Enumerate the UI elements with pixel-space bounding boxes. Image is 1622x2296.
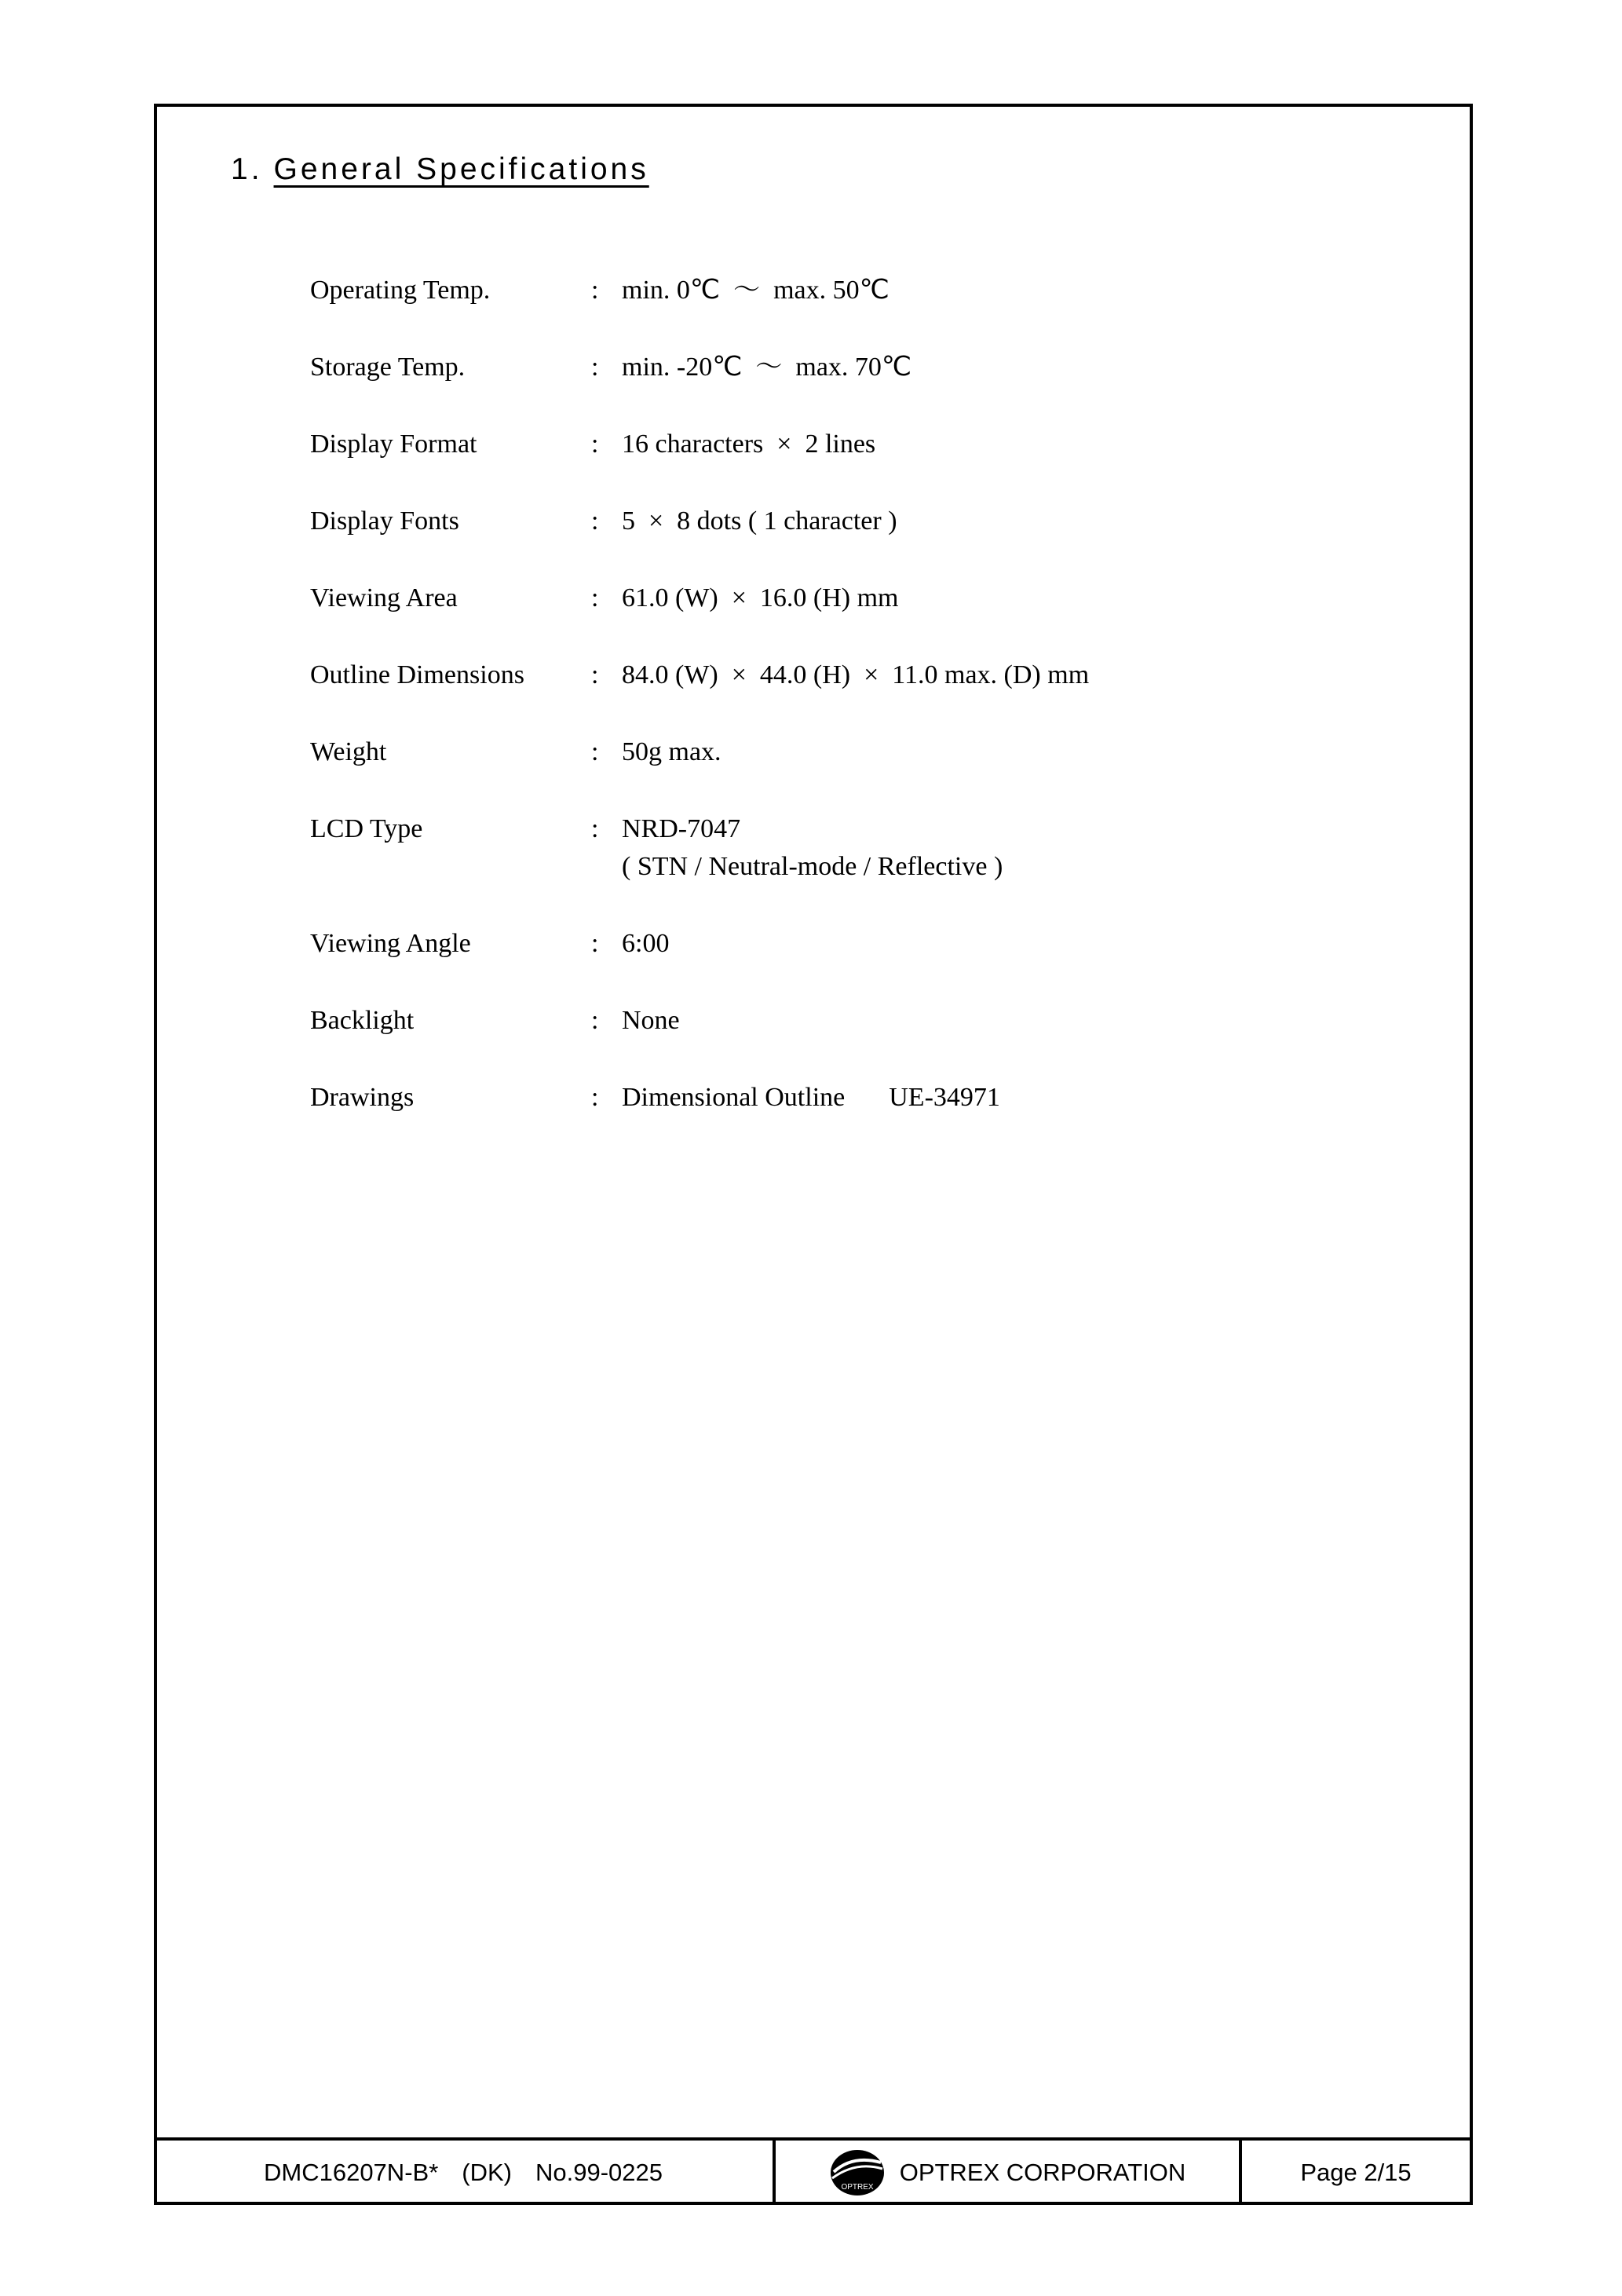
spec-value: 5 × 8 dots ( 1 character ) — [622, 506, 897, 536]
spec-label: Viewing Area — [310, 583, 458, 612]
spec-label: LCD Type — [310, 814, 423, 843]
spec-value: min. 0℃ ～ max. 50℃ — [622, 276, 890, 305]
spec-value: 6:00 — [622, 929, 670, 958]
spec-colon: : — [591, 929, 599, 958]
section-number: 1. — [231, 152, 263, 186]
spec-label: Display Format — [310, 430, 477, 459]
section-heading — [231, 152, 649, 187]
spec-colon: : — [591, 814, 599, 843]
logo-text: OPTREX — [841, 2183, 874, 2192]
spec-value — [622, 1079, 1000, 1117]
page-footer — [154, 2137, 1473, 2205]
spec-colon: : — [591, 583, 599, 612]
spec-label: Storage Temp. — [310, 353, 466, 382]
drawing-title: Dimensional Outline — [622, 1083, 846, 1112]
page-frame — [154, 104, 1473, 2205]
spec-label: Operating Temp. — [310, 276, 491, 305]
spec-colon: : — [591, 1083, 599, 1112]
spec-value: 50g max. — [622, 737, 721, 766]
spec-value: 61.0 (W) × 16.0 (H) mm — [622, 583, 899, 612]
spec-value: None — [622, 1006, 680, 1035]
spec-label: Backlight — [310, 1006, 415, 1035]
spec-label: Display Fonts — [310, 506, 459, 536]
spec-label: Drawings — [310, 1083, 415, 1112]
page-number: Page 2/15 — [1300, 2159, 1412, 2186]
spec-value: min. -20℃ ～ max. 70℃ — [622, 353, 912, 382]
spec-colon: : — [591, 506, 599, 536]
spec-value: NRD-7047 — [622, 814, 741, 843]
spec-label: Weight — [310, 737, 387, 766]
spec-label: Viewing Angle — [310, 929, 471, 958]
footer-dk: (DK) — [462, 2159, 512, 2186]
spec-colon: : — [591, 353, 599, 382]
section-title: General Specifications — [273, 152, 649, 186]
spec-colon: : — [591, 660, 599, 689]
footer-doc-number: No.99-0225 — [535, 2159, 663, 2186]
optrex-logo-icon — [829, 2148, 886, 2197]
spec-value: 16 characters × 2 lines — [622, 430, 876, 459]
drawing-number: UE-34971 — [889, 1083, 1000, 1112]
spec-label: Outline Dimensions — [310, 660, 524, 689]
spec-value-sub: ( STN / Neutral-mode / Reflective ) — [622, 852, 1003, 881]
footer-document-id — [154, 2141, 776, 2205]
spec-colon: : — [591, 430, 599, 459]
spec-colon: : — [591, 276, 599, 305]
footer-page-number — [1242, 2141, 1470, 2205]
spec-colon: : — [591, 737, 599, 766]
footer-model: DMC16207N-B* — [264, 2159, 439, 2186]
footer-company-name: OPTREX CORPORATION — [899, 2159, 1186, 2186]
footer-company — [776, 2141, 1242, 2205]
spec-value: 84.0 (W) × 44.0 (H) × 11.0 max. (D) mm — [622, 660, 1090, 689]
spec-colon: : — [591, 1006, 599, 1035]
